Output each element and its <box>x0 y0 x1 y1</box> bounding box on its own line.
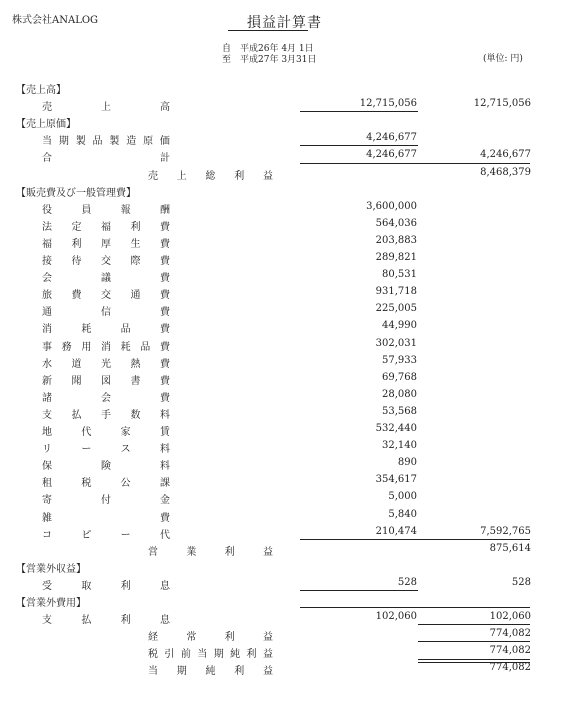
section-header <box>0 182 569 199</box>
rule-line <box>300 111 418 112</box>
section-title: 【営業外収益】 <box>16 563 86 575</box>
title-underline <box>228 30 308 31</box>
section-header <box>0 558 569 575</box>
total-row <box>0 541 569 558</box>
amount-detail: 80,531 <box>382 269 417 281</box>
period-to: 至 平成27年 3月31日 <box>222 55 317 65</box>
account-label: 支 払 手 数 料 <box>42 409 170 421</box>
account-label: 会 議 費 <box>42 273 170 285</box>
line-item-row <box>0 575 569 592</box>
line-item-row <box>0 507 569 524</box>
amount-detail: 102,060 <box>375 611 417 623</box>
line-item-row <box>0 216 569 233</box>
rule-line <box>300 145 418 146</box>
account-label: 水 道 光 熱 費 <box>42 358 170 370</box>
amount-detail: 210,474 <box>375 525 417 537</box>
amount-detail: 890 <box>397 457 417 469</box>
amount-detail: 528 <box>397 576 417 588</box>
line-item-row <box>0 96 569 113</box>
amount-total: 875,614 <box>489 542 531 554</box>
total-row <box>0 643 569 660</box>
account-label: 雑 費 <box>42 512 170 524</box>
amount-detail: 12,715,056 <box>359 98 417 110</box>
section-title: 【売上原価】 <box>16 119 76 131</box>
line-item-row <box>0 250 569 267</box>
account-label: 税 引 前 当 期 純 利 益 <box>148 649 273 661</box>
account-label: 当 期 純 利 益 <box>148 666 273 678</box>
section-title: 【営業外費用】 <box>16 598 86 609</box>
amount-detail: 3,600,000 <box>366 200 417 212</box>
account-label: 売 上 高 <box>42 102 170 114</box>
amount-total: 774,082 <box>489 628 531 640</box>
double-rule <box>418 659 530 663</box>
account-label: 合 計 <box>42 153 170 165</box>
amount-detail: 289,821 <box>375 252 417 263</box>
amount-detail: 53,568 <box>382 405 417 417</box>
period-from: 自 平成26年 4月 1日 <box>222 44 314 54</box>
rule-line <box>418 624 530 625</box>
line-item-row <box>0 438 569 455</box>
amount-detail: 532,440 <box>375 423 417 434</box>
amount-total: 8,468,379 <box>480 166 531 178</box>
account-label: 旅 費 交 通 費 <box>42 290 170 302</box>
rule-line <box>300 539 530 540</box>
rule-line <box>300 163 530 164</box>
account-label: リ ー ス 料 <box>42 444 170 456</box>
section-title: 【売上高】 <box>16 85 66 96</box>
account-label: 地 代 家 賃 <box>42 427 170 438</box>
line-item-row <box>0 489 569 506</box>
amount-detail: 354,617 <box>375 474 417 486</box>
account-label: 営 業 利 益 <box>148 546 273 558</box>
line-item-row <box>0 387 569 404</box>
account-label: 受 取 利 息 <box>42 580 170 592</box>
amount-detail: 4,246,677 <box>366 149 417 161</box>
account-label: 諸 会 費 <box>42 392 170 404</box>
account-label: 当 期 製 品 製 造 原 価 <box>42 136 170 148</box>
line-item-row <box>0 455 569 472</box>
account-label: 消 耗 品 費 <box>42 324 170 336</box>
amount-detail: 57,933 <box>382 354 417 366</box>
amount-total: 528 <box>511 576 531 588</box>
account-label: 通 信 費 <box>42 307 170 319</box>
section-header <box>0 79 569 96</box>
account-label: 事 務 用 消 耗 品 費 <box>42 341 170 353</box>
amount-detail: 931,718 <box>375 286 417 298</box>
rule-line <box>418 641 530 642</box>
amount-detail: 4,246,677 <box>366 132 417 144</box>
amount-detail: 44,990 <box>382 320 417 332</box>
amount-detail: 564,036 <box>375 217 417 229</box>
amount-detail: 32,140 <box>382 440 417 452</box>
rule-line <box>300 590 418 591</box>
line-item-row <box>0 404 569 421</box>
rule-line <box>300 607 530 608</box>
line-item-row <box>0 421 569 438</box>
line-item-row <box>0 301 569 318</box>
account-label: 新 聞 図 書 費 <box>42 375 170 387</box>
amount-detail: 5,000 <box>388 491 417 503</box>
amount-detail: 302,031 <box>375 337 417 349</box>
amount-total: 774,082 <box>489 645 531 657</box>
line-item-row <box>0 130 569 147</box>
line-item-row <box>0 318 569 335</box>
account-label: 支 払 利 息 <box>42 615 170 627</box>
account-label: 福 利 厚 生 費 <box>42 238 170 250</box>
section-header <box>0 113 569 130</box>
amount-detail: 28,080 <box>382 388 417 400</box>
line-item-row <box>0 284 569 301</box>
account-label: 保 険 料 <box>42 461 170 473</box>
line-item-row <box>0 472 569 489</box>
amount-detail: 5,840 <box>388 508 417 520</box>
amount-total: 102,060 <box>489 611 531 623</box>
amount-detail: 69,768 <box>382 371 417 383</box>
account-label: 接 待 交 際 費 <box>42 256 170 267</box>
amount-total: 12,715,056 <box>473 98 531 110</box>
account-label: 租 税 公 課 <box>42 478 170 490</box>
amount-total: 4,246,677 <box>480 149 531 161</box>
line-item-row <box>0 336 569 353</box>
line-item-row <box>0 199 569 216</box>
line-item-row <box>0 353 569 370</box>
line-item-row <box>0 267 569 284</box>
line-item-row <box>0 370 569 387</box>
amount-total: 7,592,765 <box>480 525 531 537</box>
document-title: 損益計算書 <box>247 15 322 31</box>
amount-detail: 225,005 <box>375 303 417 315</box>
line-item-row <box>0 233 569 250</box>
section-title: 【販売費及び一般管理費】 <box>16 187 136 199</box>
unit-label: (単位: 円) <box>483 54 523 64</box>
account-label: 役 員 報 酬 <box>42 204 170 216</box>
total-row <box>0 165 569 182</box>
amount-total: 774,082 <box>489 662 531 674</box>
amount-detail: 203,883 <box>375 234 417 246</box>
company-name: 株式会社ANALOG <box>12 15 99 26</box>
account-label: 経 常 利 益 <box>148 632 273 644</box>
account-label: コ ピ ー 代 <box>42 529 170 541</box>
account-label: 法 定 福 利 費 <box>42 221 170 233</box>
account-label: 売 上 総 利 益 <box>148 170 273 182</box>
account-label: 寄 付 金 <box>42 495 170 507</box>
